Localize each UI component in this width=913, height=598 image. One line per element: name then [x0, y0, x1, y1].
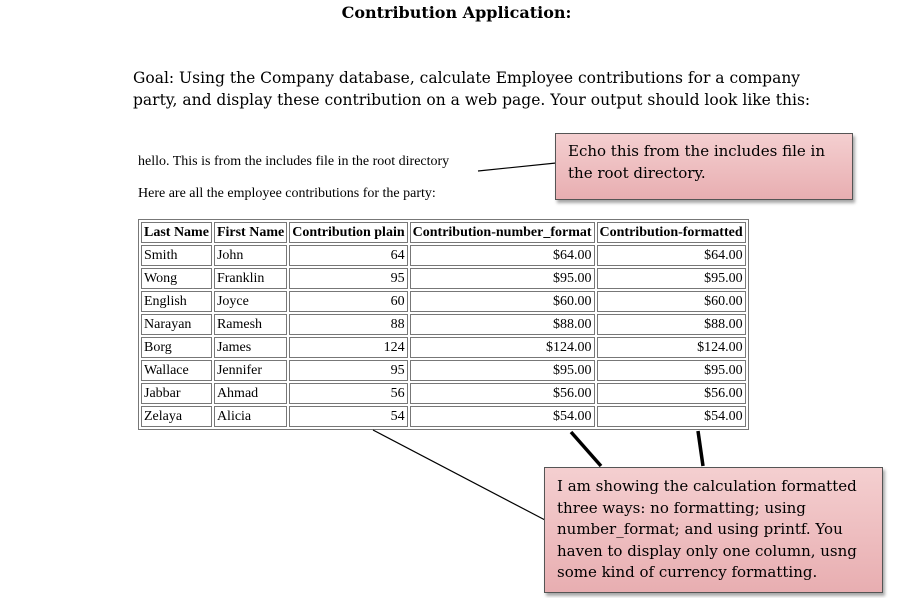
cell-first-name: Alicia [214, 406, 287, 427]
cell-last-name: Narayan [141, 314, 212, 335]
cell-first-name: James [214, 337, 287, 358]
cell-last-name: English [141, 291, 212, 312]
cell-contribution-number-format: $54.00 [410, 406, 595, 427]
cell-contribution-formatted: $56.00 [597, 383, 746, 404]
cell-contribution-formatted: $60.00 [597, 291, 746, 312]
cell-contribution-number-format: $95.00 [410, 360, 595, 381]
cell-contribution-formatted: $124.00 [597, 337, 746, 358]
cell-contribution-plain: 95 [289, 360, 407, 381]
formatting-callout: I am showing the calculation formatted three ways: no formatting; using number_format; and using printf. You haven to display only one column, usng some kind of currency formatting. [544, 467, 883, 593]
echo-pointer-line [478, 163, 556, 171]
hello-output-line: hello. This is from the includes file in the root directory [138, 154, 450, 169]
table-pointer-line [373, 430, 545, 520]
cell-first-name: Franklin [214, 268, 287, 289]
cell-contribution-number-format: $60.00 [410, 291, 595, 312]
goal-paragraph: Goal: Using the Company database, calculate Employee contributions for a company party, and display these contribution on a web page. Your output should look like this: [133, 69, 811, 109]
cell-last-name: Wong [141, 268, 212, 289]
header-first-name: First Name [214, 222, 287, 243]
header-last-name: Last Name [141, 222, 212, 243]
cell-last-name: Smith [141, 245, 212, 266]
cell-contribution-formatted: $54.00 [597, 406, 746, 427]
formatted-pointer-line [698, 431, 703, 466]
cell-first-name: Jennifer [214, 360, 287, 381]
intro-output-line: Here are all the employee contributions for the party: [138, 186, 436, 201]
cell-last-name: Zelaya [141, 406, 212, 427]
cell-last-name: Jabbar [141, 383, 212, 404]
cell-contribution-plain: 60 [289, 291, 407, 312]
cell-contribution-formatted: $88.00 [597, 314, 746, 335]
cell-contribution-formatted: $95.00 [597, 268, 746, 289]
cell-contribution-plain: 64 [289, 245, 407, 266]
cell-last-name: Wallace [141, 360, 212, 381]
cell-contribution-number-format: $124.00 [410, 337, 595, 358]
cell-contribution-plain: 95 [289, 268, 407, 289]
cell-contribution-plain: 124 [289, 337, 407, 358]
cell-first-name: Joyce [214, 291, 287, 312]
cell-contribution-formatted: $95.00 [597, 360, 746, 381]
header-contribution-number-format: Contribution-number_format [410, 222, 595, 243]
cell-contribution-plain: 56 [289, 383, 407, 404]
cell-last-name: Borg [141, 337, 212, 358]
cell-first-name: Ramesh [214, 314, 287, 335]
cell-first-name: Ahmad [214, 383, 287, 404]
cell-contribution-formatted: $64.00 [597, 245, 746, 266]
page-title: Contribution Application: [341, 3, 572, 22]
header-contribution-plain: Contribution plain [289, 222, 407, 243]
cell-contribution-number-format: $95.00 [410, 268, 595, 289]
header-contribution-formatted: Contribution-formatted [597, 222, 746, 243]
cell-contribution-number-format: $64.00 [410, 245, 595, 266]
cell-first-name: John [214, 245, 287, 266]
cell-contribution-plain: 88 [289, 314, 407, 335]
number-format-pointer-line [571, 432, 601, 466]
echo-callout: Echo this from the includes file in the root directory. [555, 133, 853, 200]
cell-contribution-number-format: $56.00 [410, 383, 595, 404]
cell-contribution-number-format: $88.00 [410, 314, 595, 335]
cell-contribution-plain: 54 [289, 406, 407, 427]
